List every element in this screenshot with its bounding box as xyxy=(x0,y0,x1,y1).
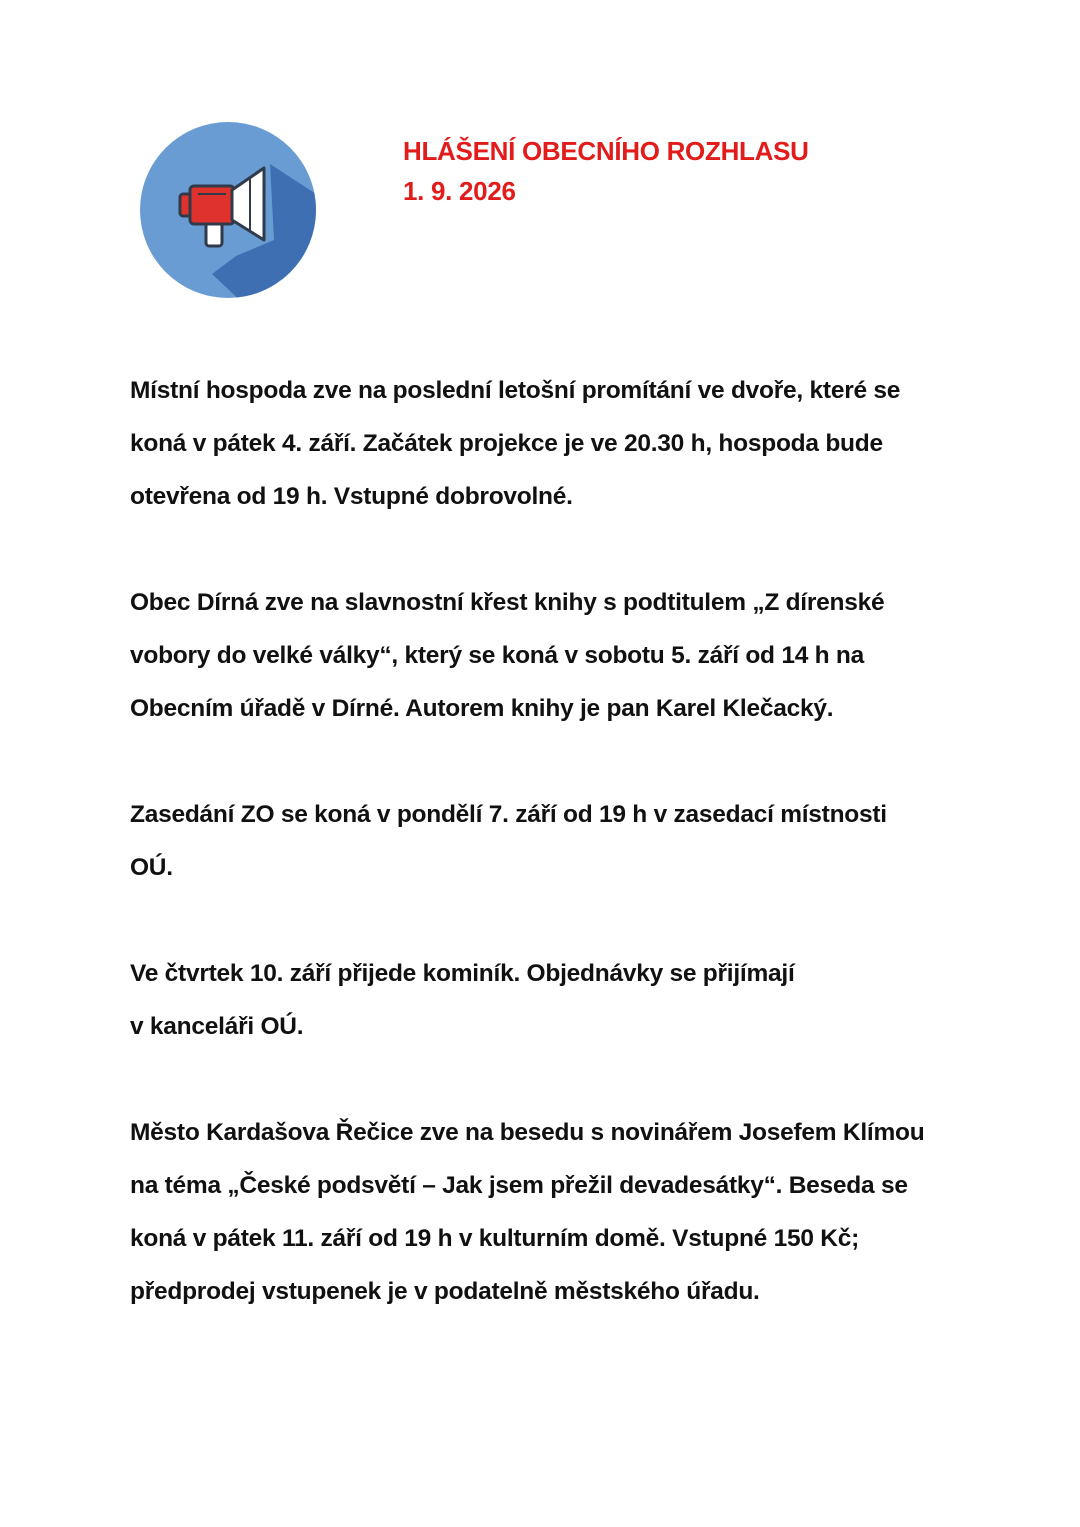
text-line: Obecním úřadě v Dírné. Autorem knihy je pan Karel Klečacký. xyxy=(130,695,834,722)
megaphone-logo xyxy=(140,122,316,298)
text-line: Město Kardašova Řečice zve na besedu s novinářem Josefem Klímou xyxy=(130,1119,925,1146)
text-line: Ve čtvrtek 10. září přijede kominík. Objednávky se přijímají xyxy=(130,960,795,987)
page-title: HLÁŠENÍ OBECNÍHO ROZHLASU xyxy=(403,136,809,166)
text-line: koná v pátek 4. září. Začátek projekce je ve 20.30 h, hospoda bude xyxy=(130,430,883,457)
text-line: vobory do velké války“, který se koná v sobotu 5. září od 14 h na xyxy=(130,642,865,669)
text-line: otevřena od 19 h. Vstupné dobrovolné. xyxy=(130,483,573,510)
announcement-header xyxy=(403,131,809,211)
announcement-item xyxy=(130,947,960,1053)
text-line: OÚ. xyxy=(130,854,173,881)
text-line: Obec Dírná zve na slavnostní křest knihy s podtitulem „Z dírenské xyxy=(130,589,885,616)
announcement-item xyxy=(130,364,960,523)
announcement-item xyxy=(130,788,960,894)
announcement-date: 1. 9. 2026 xyxy=(403,176,516,206)
text-line: předprodej vstupenek je v podatelně městského úřadu. xyxy=(130,1278,760,1305)
announcement-item xyxy=(130,1106,960,1318)
megaphone-icon xyxy=(140,122,316,298)
announcement-list xyxy=(130,364,960,1371)
text-line: na téma „České podsvětí – Jak jsem přežil devadesátky“. Beseda se xyxy=(130,1172,908,1199)
text-line: Místní hospoda zve na poslední letošní promítání ve dvoře, které se xyxy=(130,377,901,404)
text-line: Zasedání ZO se koná v pondělí 7. září od 19 h v zasedací místnosti xyxy=(130,801,887,828)
text-line: koná v pátek 11. září od 19 h v kulturním domě. Vstupné 150 Kč; xyxy=(130,1225,860,1252)
text-line: v kanceláři OÚ. xyxy=(130,1013,304,1040)
announcement-item xyxy=(130,576,960,735)
